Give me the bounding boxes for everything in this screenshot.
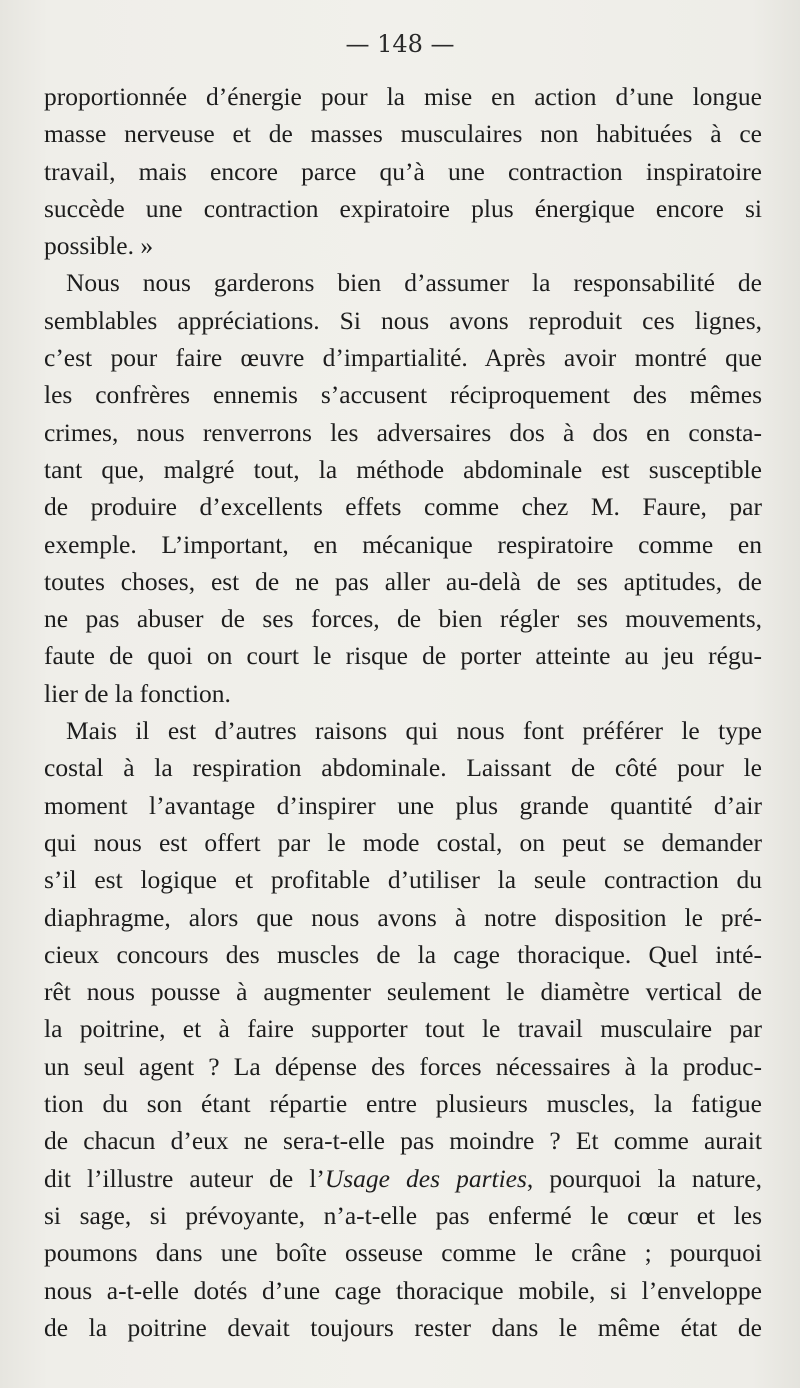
text-line: tion du son étant répartie entre plusieurs muscles, la fatigue — [44, 1089, 762, 1119]
text-line: proportionnée d’énergie pour la mise en action d’une longue — [44, 82, 762, 111]
text-line: lier de la fonction. — [44, 678, 231, 708]
text-segment: , pourquoi la nature, — [526, 1163, 762, 1193]
text-line: de chacun d’eux ne sera-t-elle pas moindre ? Et comme aurait — [44, 1126, 762, 1156]
text-line: rêt nous pousse à augmenter seulement le diamètre vertical de — [44, 977, 762, 1007]
text-line: exemple. L’important, en mécanique respiratoire comme en — [44, 529, 762, 559]
text-line: costal à la respiration abdominale. Laissant de côté pour le — [44, 753, 762, 783]
text-line: la poitrine, et à faire supporter tout le travail musculaire par — [44, 1014, 762, 1044]
page-number: — 148 — — [345, 30, 455, 58]
italic-title: Usage des parties — [324, 1163, 527, 1193]
text-line: masse nerveuse et de masses musculaires non habituées à ce — [44, 119, 762, 149]
text-line: s’il est logique et profitable d’utiliser la seule contraction du — [44, 865, 762, 895]
text-line: Nous nous garderons bien d’assumer la responsabilité de — [66, 268, 762, 298]
text-line: poumons dans une boîte osseuse comme le crâne ; pourquoi — [44, 1238, 762, 1268]
text-line: tant que, malgré tout, la méthode abdominale est susceptible — [44, 454, 762, 484]
text-line: travail, mais encore parce qu’à une contraction inspiratoire — [44, 156, 762, 186]
body-text — [44, 78, 762, 1346]
text-line: crimes, nous renverrons les adversaires dos à dos en consta- — [44, 417, 762, 447]
text-line: un seul agent ? La dépense des forces nécessaires à la produc- — [44, 1051, 762, 1081]
text-line: toutes choses, est de ne pas aller au-delà de ses aptitudes, de — [44, 566, 762, 596]
text-line: faute de quoi on court le risque de porter atteinte au jeu régu- — [44, 641, 762, 671]
text-line: semblables appréciations. Si nous avons reproduit ces lignes, — [44, 305, 762, 335]
text-line: si sage, si prévoyante, n’a-t-elle pas enfermé le cœur et les — [44, 1200, 762, 1230]
text-line: Mais il est d’autres raisons qui nous font préférer le type — [66, 716, 762, 746]
text-line: diaphragme, alors que nous avons à notre disposition le pré- — [44, 902, 762, 932]
text-line — [44, 1160, 762, 1197]
text-line: de la poitrine devait toujours rester dans le même état de — [44, 1312, 762, 1342]
text-line: c’est pour faire œuvre d’impartialité. Après avoir montré que — [44, 343, 762, 373]
text-line: nous a-t-elle dotés d’une cage thoracique mobile, si l’enveloppe — [44, 1275, 762, 1305]
text-line: qui nous est offert par le mode costal, on peut se demander — [44, 827, 762, 857]
text-line: de produire d’excellents effets comme chez M. Faure, par — [44, 492, 762, 522]
text-line: moment l’avantage d’inspirer une plus grande quantité d’air — [44, 790, 762, 820]
text-line: ne pas abuser de ses forces, de bien régler ses mouvements, — [44, 604, 762, 634]
text-line: cieux concours des muscles de la cage thoracique. Quel inté- — [44, 939, 762, 969]
text-line: succède une contraction expiratoire plus énergique encore si — [44, 193, 762, 223]
text-line: les confrères ennemis s’accusent réciproquement des mêmes — [44, 380, 762, 410]
text-line: possible. » — [44, 231, 154, 261]
text-segment: dit l’illustre auteur de l’ — [44, 1163, 325, 1193]
